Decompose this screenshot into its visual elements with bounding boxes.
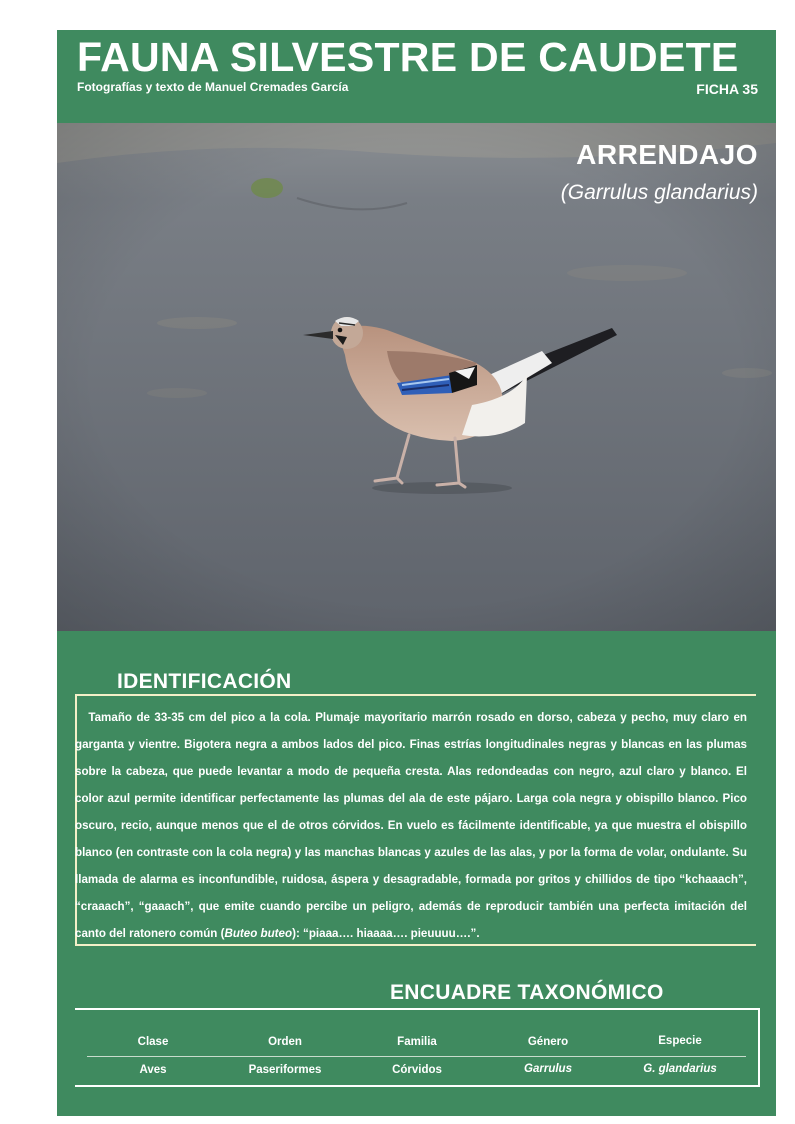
taxonomy-value-family: Córvidos [392,1064,442,1076]
taxonomy-header-family: Familia [397,1036,437,1048]
taxonomy-heading: ENCUADRE TAXONÓMICO [390,981,664,1004]
bird-photo [57,123,776,631]
taxonomy-value-species: G. glandarius [643,1063,717,1075]
taxonomy-header-class: Clase [137,1036,169,1048]
species-scientific-name: (Garrulus glandarius) [560,181,758,204]
taxonomy-header-order: Orden [268,1036,302,1048]
identification-heading: IDENTIFICACIÓN [117,670,292,693]
taxonomy-value-class: Aves [139,1064,167,1076]
fact-sheet [57,30,776,1116]
author-credit: Fotografías y texto de Manuel Cremades García [77,80,349,94]
taxonomy-header-species: Especie [658,1035,702,1047]
species-common-name: ARRENDAJO [576,139,758,170]
sheet-number: FICHA 35 [696,81,758,97]
taxonomy-header-genus: Género [527,1036,569,1048]
identification-text [75,704,747,947]
taxonomy-value-order: Paseriformes [248,1064,322,1076]
identification-call: ): “piaaa…. hiaaaa…. pieuuuu….”. [292,927,480,940]
identification-species-ref: Buteo buteo [224,927,293,940]
main-title: FAUNA SILVESTRE DE CAUDETE [77,34,739,80]
header [57,30,776,123]
taxonomy-value-genus: Garrulus [524,1063,572,1075]
identification-body: Tamaño de 33-35 cm del pico a la cola. Plumaje mayoritario marrón rosado en dorso, cabeza y pecho, muy claro en garganta y vientre. Bigotera negra a ambos lados del pico. Finas estrías longitudinales negras y blancas en las plumas sobre la cabeza, que puede levantar a modo de pequeña cresta. Alas redondeadas con negro, azul claro y blanco. El color azul permite identificar perfectamente las plumas del ala de este pájaro. Larga cola negra y obispillo blanco. Pico oscuro, recio, aunque menos que el de otros córvidos. En vuelo es fácilmente identificable, ya que muestra el obispillo blanco (en contraste con la cola negra) y las manchas blancas y azules de las alas, y por la forma de volar, ondulante. Su llamada de alarma es inconfundible, ruidosa, áspera y desagradable, formada por gritos y chillidos de tipo “kchaaach”, “craaach”, “gaaach”, que emite cuando percibe un peligro, además de reproducir también una perfecta imitación del canto del ratonero común ( [75,711,747,940]
taxonomy-divider [87,1056,746,1057]
